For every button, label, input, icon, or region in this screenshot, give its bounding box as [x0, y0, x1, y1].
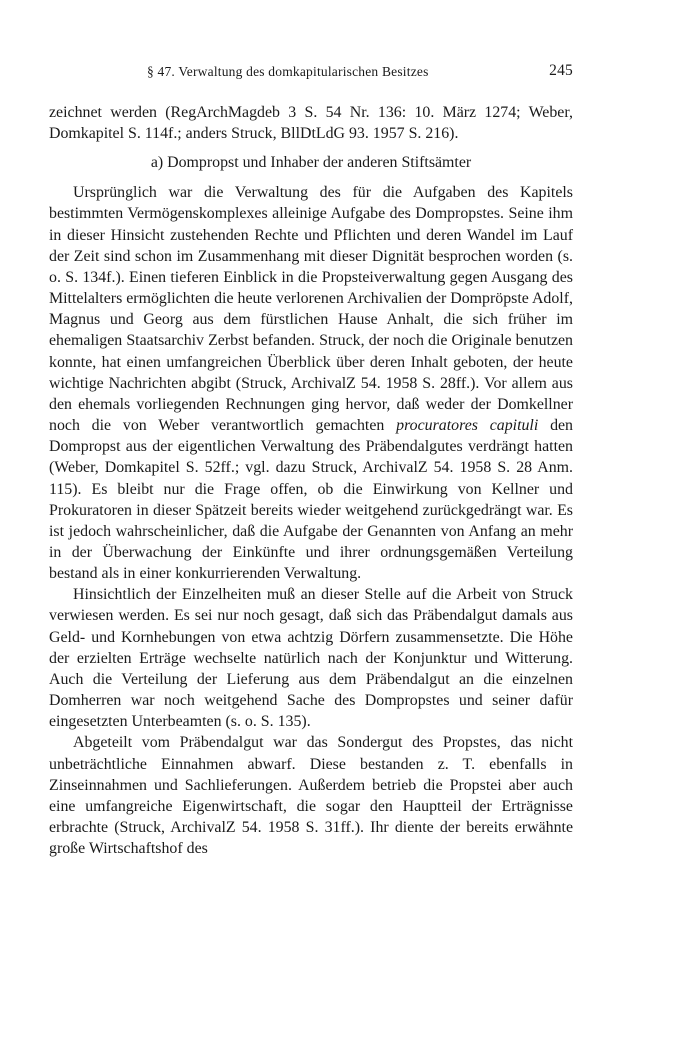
paragraph-text: Ursprünglich war die Verwaltung des für die Aufgaben des Kapitels bestimmten Vermögenskomplexes alleinige Aufgabe des Dompropstes. Seine ihm in dieser Hinsicht zustehenden Rechte und Pflichten und deren Wandel im Lauf der Zeit sind schon im Zusammenhang mit dieser Dignität besprochen worden (s. o. S. 134f.). Einen tieferen Einblick in die Propsteiverwaltung gegen Ausgang des Mittelalters ermöglichten die heute verlorenen Archivalien der Dompröpste Adolf, Magnus und Georg aus dem fürstlichen Hause Anhalt, die sich früher im ehemaligen Staatsarchiv Zerbst befanden. Struck, der noch die Originale benutzen konnte, hat einen umfangreichen Überblick über deren Inhalt geboten, der heute wichtige Nachrichten abgibt (Struck, ArchivalZ 54. 1958 S. 28ff.). Vor allem aus den ehemals vorliegenden Rechnungen ging hervor, daß weder der Domkellner noch die von Weber verantwortlich gemachten	[49, 184, 573, 435]
body-text	[49, 102, 573, 859]
paragraph-sondergut: Abgeteilt vom Präbendalgut war das Sondergut des Propstes, das nicht unbeträchtliche Einnahmen abwarf. Diese bestanden z. T. ebenfalls in Zinseinnahmen und Sachlieferungen. Außerdem betrieb die Propstei aber auch eine umfangreiche Eigenwirtschaft, die sogar den Hauptteil der Erträgnisse erbrachte (Struck, ArchivalZ 54. 1958 S. 31ff.). Ihr diente der bereits erwähnte große Wirtschaftshof des	[49, 734, 573, 858]
running-head	[49, 60, 573, 86]
paragraph-text: den Dompropst aus der eigentlichen Verwaltung des Präbendalgutes verdrängt hatten (Weber, Domkapitel S. 52ff.; vgl. dazu Struck, ArchivalZ 54. 1958 S. 28 Anm. 115). Es bleibt nur die Frage offen, ob die Einwirkung von Kellner und Prokuratoren in dieser Spätzeit bereits wieder weitgehend zurückgedrängt war. Es ist jedoch wahrscheinlicher, daß die Aufgabe der Genannten von Anfang an mehr in der Überwachung der Einkünfte und ihrer ordnungsgemäßen Verteilung bestand als in einer konkurrierenden Verwaltung.	[49, 417, 574, 583]
continuation-paragraph: zeichnet werden (RegArchMagdeb 3 S. 54 Nr. 136: 10. März 1274; Weber, Domkapitel S. 114f.; anders Struck, BllDtLdG 93. 1957 S. 216).	[49, 104, 573, 143]
book-page	[49, 60, 573, 859]
paragraph-dompropst-verwaltung	[49, 182, 573, 584]
page-number: 245	[549, 62, 573, 79]
latin-term: procuratores capituli	[396, 417, 539, 435]
paragraph-praebendalgut: Hinsichtlich der Einzelheiten muß an dieser Stelle auf die Arbeit von Struck verwiesen werden. Es sei nur noch gesagt, daß sich das Präbendalgut damals aus Geld- und Kornhebungen von etwa achtzig Dörfern zusammensetzte. Die Höhe der erzielten Erträge wechselte natürlich nach der Konjunktur und Witterung. Auch die Verteilung der Lieferung aus dem Präbendalgut an die einzelnen Domherren war noch weitgehend Sache des Dompropstes und seiner dafür eingesetzten Unterbeamten (s. o. S. 135).	[49, 586, 573, 731]
running-head-title: § 47. Verwaltung des domkapitularischen Besitzes	[147, 64, 429, 79]
section-heading: a) Dompropst und Inhaber der anderen Stiftsämter	[150, 154, 472, 172]
